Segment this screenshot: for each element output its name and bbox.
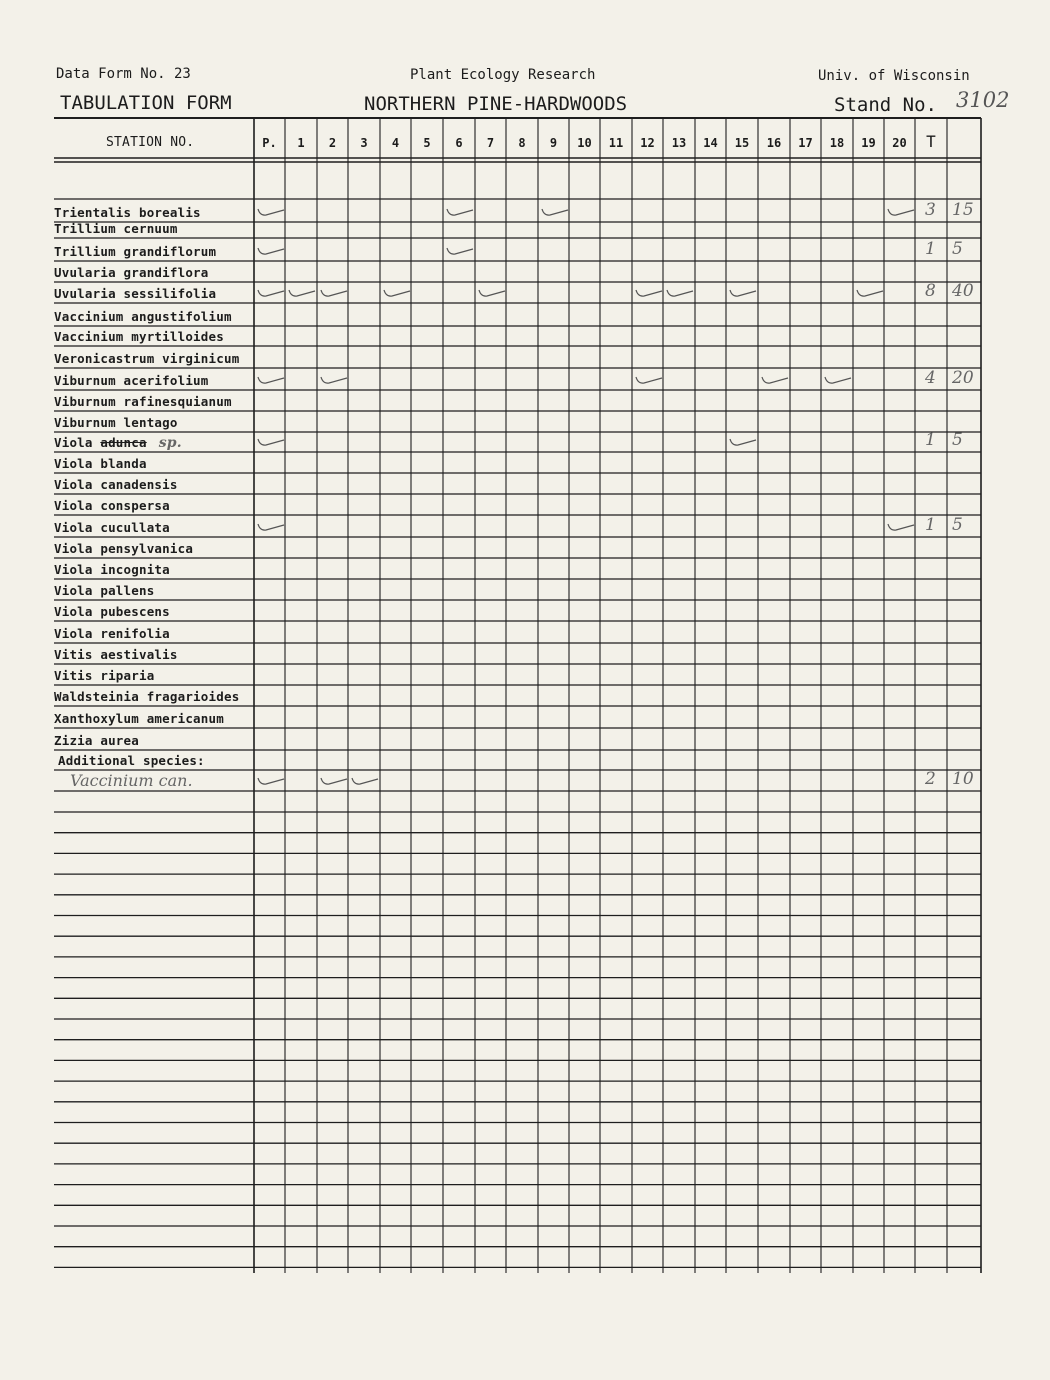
species-name: Xanthoxylum americanum	[54, 711, 224, 726]
struck-epithet: adunca	[100, 435, 147, 450]
species-genus: Viola	[54, 435, 101, 450]
stand-label: Stand No.	[834, 94, 937, 116]
form-number: Data Form No. 23	[56, 66, 191, 82]
column-heading: 17	[798, 136, 813, 150]
check-mark	[636, 290, 662, 296]
species-name: Trillium grandiflorum	[54, 244, 217, 259]
community-title: NORTHERN PINE-HARDWOODS	[364, 93, 628, 115]
column-heading: 20	[892, 136, 907, 150]
check-mark	[258, 778, 284, 784]
check-mark	[825, 377, 851, 383]
check-mark	[542, 209, 568, 215]
check-mark	[857, 290, 883, 296]
species-name: Viola blanda	[54, 456, 147, 471]
column-heading: T	[926, 132, 936, 151]
species-name: Viola conspersa	[54, 498, 170, 513]
species-name: Viola pubescens	[54, 604, 170, 619]
column-heading: 4	[391, 136, 400, 150]
total-count: 1	[925, 515, 936, 535]
station-label: STATION NO.	[106, 135, 195, 150]
check-mark	[479, 290, 505, 296]
column-heading: 18	[829, 136, 845, 150]
university-heading: Univ. of Wisconsin	[818, 68, 970, 84]
species-name: Viola pensylvanica	[54, 541, 194, 556]
additional-species-name: Vaccinium can.	[70, 771, 193, 790]
check-mark	[447, 248, 473, 254]
column-heading: 3	[360, 136, 368, 150]
species-name: Viburnum rafinesquianum	[54, 394, 232, 409]
column-heading: 1	[297, 136, 305, 150]
check-mark	[888, 524, 914, 530]
check-mark	[321, 377, 347, 383]
score-value: 5	[952, 430, 963, 450]
column-heading: P.	[262, 136, 277, 150]
species-name: Viola pallens	[54, 583, 155, 598]
score-value: 5	[952, 515, 963, 535]
species-name: Vitis riparia	[54, 668, 155, 683]
species-name: Vaccinium angustifolium	[54, 309, 232, 324]
column-heading: 14	[703, 136, 718, 150]
score-value: 40	[952, 281, 974, 301]
research-heading: Plant Ecology Research	[410, 67, 596, 83]
total-count: 4	[925, 368, 936, 388]
check-mark	[321, 778, 347, 784]
species-name	[54, 435, 182, 451]
check-mark	[258, 524, 284, 530]
check-mark	[384, 290, 410, 296]
species-name: Veronicastrum virginicum	[54, 351, 240, 366]
form-title: TABULATION FORM	[60, 92, 232, 114]
species-name: Viburnum lentago	[54, 415, 178, 430]
check-mark	[762, 377, 788, 383]
check-mark	[447, 209, 473, 215]
column-heading: 9	[549, 136, 558, 150]
total-count: 1	[925, 430, 936, 450]
column-heading: 6	[455, 136, 463, 150]
check-mark	[888, 209, 914, 215]
score-value: 15	[952, 200, 974, 220]
total-count: 2	[925, 769, 936, 789]
species-name: Uvularia grandiflora	[54, 265, 209, 280]
column-heading: 19	[861, 136, 876, 150]
stand-number: 3102	[956, 88, 1010, 112]
check-mark	[636, 377, 662, 383]
species-name: Waldsteinia fragarioides	[54, 689, 240, 704]
handwritten-note: sp.	[158, 435, 182, 451]
species-name: Trillium cernuum	[54, 221, 178, 236]
total-count: 1	[925, 239, 936, 259]
check-mark	[258, 439, 284, 445]
species-name: Trientalis borealis	[54, 205, 201, 220]
column-heading: 10	[577, 136, 592, 150]
total-count: 8	[925, 281, 936, 301]
check-mark	[258, 290, 284, 296]
check-mark	[258, 248, 284, 254]
check-mark	[352, 778, 378, 784]
column-heading: 2	[328, 136, 337, 150]
column-heading: 5	[423, 136, 431, 150]
score-value: 5	[952, 239, 963, 259]
column-heading: 8	[518, 136, 526, 150]
species-name: Viola canadensis	[54, 477, 178, 492]
check-mark	[730, 439, 756, 445]
check-mark	[730, 290, 756, 296]
additional-species-label: Additional species:	[58, 753, 205, 768]
species-name: Vaccinium myrtilloides	[54, 329, 224, 344]
column-heading: 7	[486, 136, 495, 150]
check-mark	[289, 290, 315, 296]
check-mark	[258, 377, 284, 383]
species-name: Viola renifolia	[54, 626, 170, 641]
species-name: Zizia aurea	[54, 733, 139, 748]
check-mark	[258, 209, 284, 215]
check-mark	[321, 290, 347, 296]
species-name: Viola incognita	[54, 562, 170, 577]
species-name: Viola cucullata	[54, 520, 170, 535]
column-heading: 11	[608, 136, 624, 150]
column-heading: 12	[640, 136, 655, 150]
species-name: Viburnum acerifolium	[54, 373, 209, 388]
score-value: 10	[952, 769, 974, 789]
score-value: 20	[952, 368, 974, 388]
total-count: 3	[925, 200, 936, 220]
check-mark	[667, 290, 693, 296]
species-name: Vitis aestivalis	[54, 647, 178, 662]
species-name: Uvularia sessilifolia	[54, 286, 217, 301]
column-heading: 15	[734, 136, 750, 150]
column-heading: 16	[766, 136, 782, 150]
column-heading: 13	[671, 136, 687, 150]
